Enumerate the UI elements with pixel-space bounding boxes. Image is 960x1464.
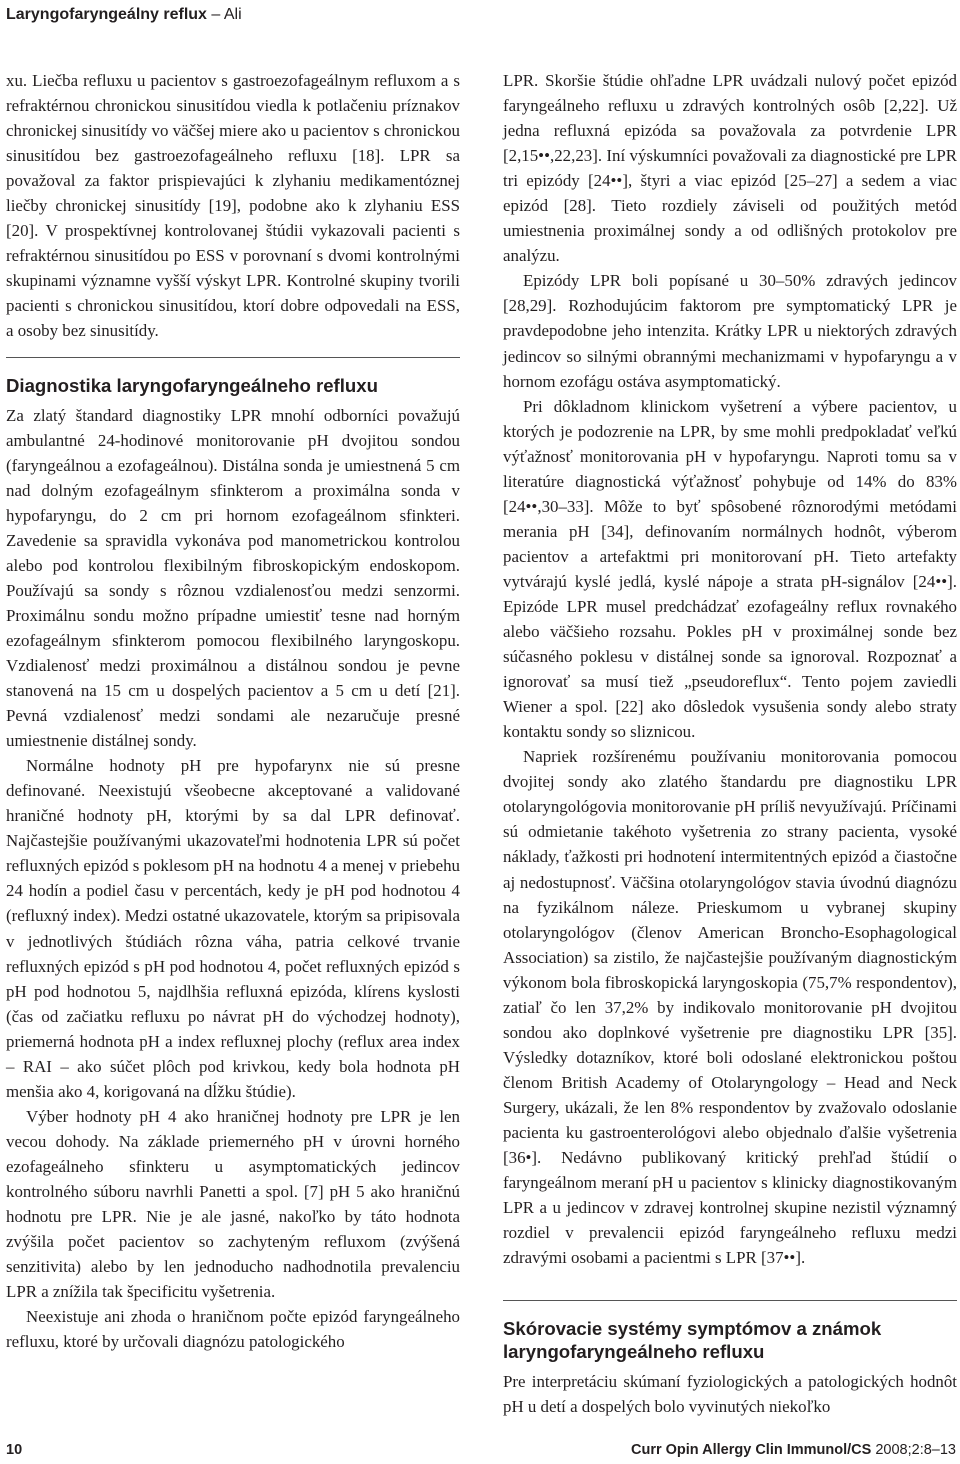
- running-head-author: Ali: [223, 6, 242, 23]
- section-heading-diagnostics: Diagnostika laryngofaryngeálneho refluxu: [6, 374, 378, 396]
- journal-citation: [631, 1440, 956, 1460]
- page-footer: [6, 1440, 956, 1460]
- right-paragraph-3: Pri dôkladnom klinickom vyšetrení a výbere pacientov, u ktorých je podozrenie na LPR, by sme mohli predpokladať veľkú výťažnosť monitorovania pH v hypofaryngu. Naproti tomu sa v literatúre diagnostická výťažnosť pohybuje od 14% do 83% [24••,30–33]. Môže to byť spôsobené rôznorodými metódami merania pH [34], definovaním normálnych hodnôt, výberom pacientov a artefaktmi pri monitorovaní pH. Tieto artefakty vytvárajú kyslé jedlá, kyslé nápoje a strata pH-signálov [24••]. Epizóde LPR musel predchádzať ezofageálny reflux rovnakého alebo väčšieho rozsahu. Pokles pH v proximálnej sonde bez súčasného poklesu v distálnej sonde sa ignoroval. Rozpoznať a ignorovať sa musí tiež „pseudoreflux“. Tento pojem zaviedli Wiener a spol. [22] ako dôsledok vysušenia sondy alebo straty kontaktu sondy so sliznicou.: [503, 396, 957, 742]
- left-paragraph-4: Neexistuje ani zhoda o hraničnom počte epizód faryngeálneho refluxu, ktoré by určovali diagnózu patologického: [6, 1307, 460, 1352]
- right-paragraph-4: Napriek rozšírenému používaniu monitorovania pomocou dvojitej sondy ako zlatého štandardu pre diagnostiku LPR otolaryngológovia monitorovanie pH príliš nevyužívajú. Príčinami sú odmietanie takéhoto vyšetrenia zo strany pacienta, vysoké náklady, ťažkosti pri hodnotení intermitentných epizód a čiastočne aj nedostupnosť. Väčšina otolaryngológov stavia úvodnú diagnózu na fyzikálnom náleze. Prieskumom u vybranej skupiny otolaryngológov (členov American Broncho-Esophagological Association) sa zistilo, že najčastejšie používaným diagnostickým výkonom bola fibroskopická laryngoskopia (75,7% respondentov), zatiaľ čo len 37,2% by indikovalo monitorovanie pH dvojitou sondou ako doplnkové vyšetrenie pre diagnostiku LPR [35]. Výsledky dotazníkov, ktoré boli odoslané elektronickou poštou členom British Academy of Otolaryngology – Head and Neck Surgery, ukázali, že len 8% respondentov by zvažovalo odoslanie pacienta ku gastroenterológovi alebo objednalo ďalšie vyšetrenia [36•]. Nedávno publikovaný kritický prehľad štúdií o faryngeálnom meraní pH u pacientov s klinicky diagnostikovaným LPR a u jedincov v zdravej kontrolnej skupine nezistil významný rozdiel v prevalencii epizód faryngeálneho refluxu medzi zdravými osobami a pacientmi s LPR [37••].: [503, 747, 957, 1268]
- section-divider-2: [503, 1300, 957, 1301]
- running-head-title: Laryngofaryngeálny reflux: [6, 6, 207, 23]
- left-paragraph-3: Výber hodnoty pH 4 ako hraničnej hodnoty pre LPR je len vecou dohody. Na základe priemerného pH v úrovni horného ezofageálneho sfinkteru u asymptomatických jedincov kontrolného súboru navrhli Panetti a spol. [7] pH 5 ako hraničnú hodnotu pre LPR. Nie je ale jasné, nakoľko by táto hodnota zvýšila počet pacientov so zachyteným refluxom (zvýšená senzitivita) alebo by len jednoducho nadhodnotila prevalenciu LPR a znížila tak špecificitu vyšetrenia.: [6, 1106, 460, 1302]
- page-number: 10: [6, 1442, 23, 1458]
- journal-issue: 2008;2:8–13: [871, 1442, 956, 1458]
- left-paragraph-2: Normálne hodnoty pH pre hypofarynx nie sú presne definované. Neexistujú všeobecne akceptované a validované hraničné hodnoty pH, ktorými by sa dal LPR definovať. Najčastejšie používanými ukazovateľmi hodnotenia LPR sú počet refluxných epizód s poklesom pH na hodnotu 4 a menej v priebehu 24 hodín a podiel času v percentách, kedy je pH pod hodnotou 4 (refluxný index). Medzi ostatné ukazovatele, ktorým sa pripisovala v jednotlivých štúdiách rôzna váha, patria celkové trvanie refluxných epizód s pH pod hodnotou 4, počet refluxných epizód s pH pod hodnotou 5, najdlhšia refluxná epizóda, klírens kyslosti (čas od začiatku refluxu po návrat pH do východzej hodnoty), priemerná hodnota pH a index refluxnej plochy (reflux area index – RAI – ako súčet plôch pod krivkou, kedy bola hodnota pH menšia ako 4, korigovaná na dĺžku štúdie).: [6, 756, 460, 1101]
- left-paragraph-1: Za zlatý štandard diagnostiky LPR mnohí odborníci považujú ambulantné 24-hodinové monitorovanie pH dvojitou sondou (faryngeálnou a ezofageálnou). Distálna sonda je umiestnená 5 cm nad dolným ezofageálnym sfinkterom a proximálna sonda v hypofaryngu, do 2 cm pri hornom ezofageálnom sfinkteri. Zavedenie sa spravidla vykonáva pod manometrickou kontrolou alebo pod kontrolou flexibilným fibroskopickým endoskopom. Používajú sa sondy s rôznou vzdialenosťou medzi senzormi. Proximálnu sondu možno prípadne umiestiť tesne nad horným ezofageálnym sfinkterom pomocou flexibilného laryngoskopu. Vzdialenosť medzi proximálnou a distálnou sondou je pevne stanovená na 15 cm u dospelých pacientov a 5 cm u detí [21]. Pevná vzdialenosť medzi sondami ale nezaručuje presné umiestnenie distálnej sondy.: [6, 405, 460, 751]
- section-divider: [6, 357, 460, 358]
- running-head: [6, 0, 242, 30]
- right-paragraph-1: LPR. Skoršie štúdie ohľadne LPR uvádzali nulový počet epizód faryngeálneho refluxu u zdravých kontrolných osôb [2,22]. Už jedna refluxná epizóda sa považovala za potvrdenie LPR [2,15••,22,23]. Iní výskumníci považovali za diagnostické pre LPR tri epizódy [24••], štyri a viac epizód [25–27] a sedem a viac epizód [28]. Tieto rozdiely záviseli od použitých metód umiestnenia proximálnej sondy a od odlišných protokolov pre analýzu.: [503, 71, 957, 266]
- section-heading-scoring: Skórovacie systémy symptómov a známok laryngofaryngeálneho refluxu: [503, 1318, 882, 1363]
- right-paragraph-5: Pre interpretáciu skúmaní fyziologických a patologických hodnôt pH u detí a dospelých bolo vyvinutých niekoľko: [503, 1372, 957, 1417]
- right-paragraph-2: Epizódy LPR boli popísané u 30–50% zdravých jedincov [28,29]. Rozhodujúcim faktorom pre symptomatický LPR je pravdepodobne jeho intenzita. Krátky LPR u niektorých zdravých jedincov so silnými obrannými mechanizmami v hypofaryngu a v hornom ezofágu ostáva asymptomatický.: [503, 271, 957, 391]
- left-paragraph-intro: xu. Liečba refluxu u pacientov s gastroezofageálnym refluxom a s refraktérnou chronickou sinusitídou viedla k potlačeniu príznakov chronickej sinusitídy vo väčšej miere ako u pacientov s chronickou sinusitídou bez gastroezofageálneho refluxu [18]. LPR sa považoval za faktor prispievajúci k zlyhaniu medikamentóznej liečby chronickej sinusitídy [19], podobne ako k zlyhaniu ESS [20]. V prospektívnej kontrolovanej štúdii vykazovali pacienti s refraktérnou sinusitídou po ESS v porovnaní s dvomi kontrolnými skupinami významne vyšší výskyt LPR. Kontrolné skupiny tvorili pacienti s chronickou sinusitídou, ktorí dobre odpovedali na ESS, a osoby bez sinusitídy.: [6, 71, 460, 341]
- left-column: [6, 68, 460, 1354]
- running-head-separator: –: [206, 6, 224, 23]
- journal-name: Curr Opin Allergy Clin Immunol/CS: [630, 1442, 872, 1458]
- right-column: [503, 68, 957, 1419]
